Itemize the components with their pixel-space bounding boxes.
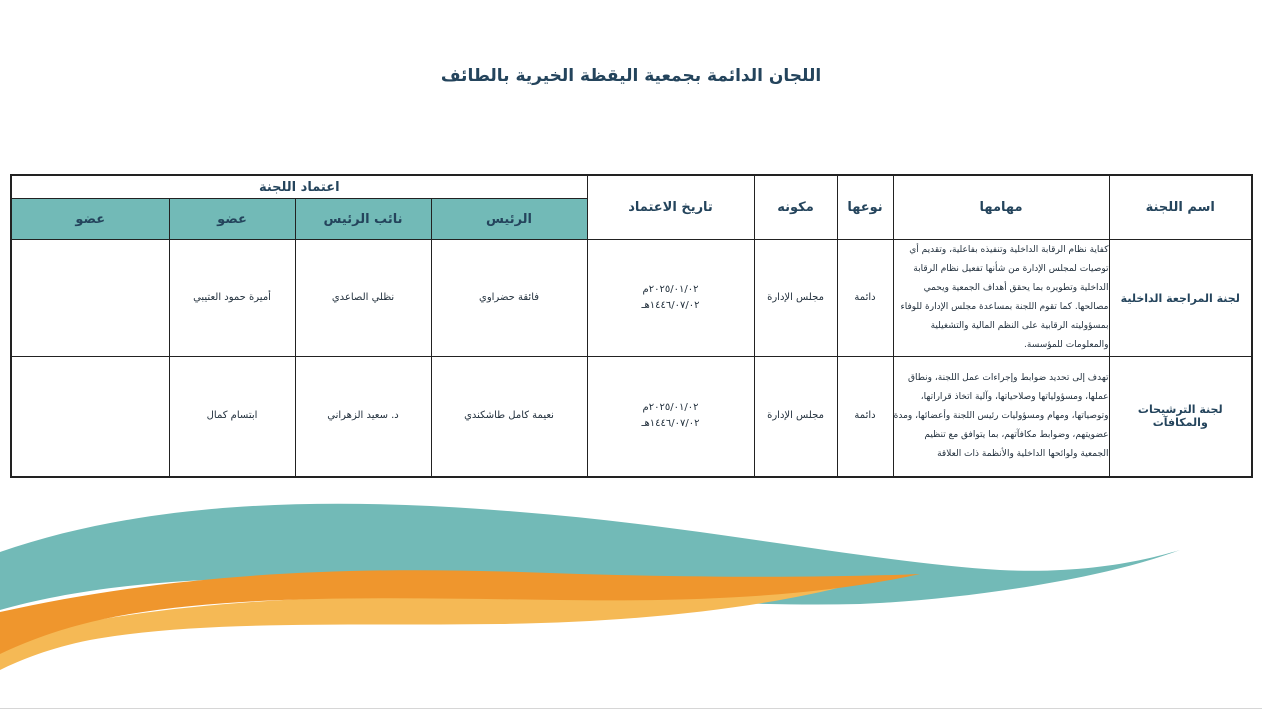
header-vice-chair: نائب الرئيس bbox=[295, 199, 431, 240]
table-row bbox=[11, 240, 1252, 357]
committee-tasks: تهدف إلى تحديد ضوابط وإجراءات عمل اللجنة، ونطاق عملها، ومسؤولياتها وصلاحياتها، وآلية اتخاذ قراراتها، وتوصياتها، ومهام ومسؤوليات رئيس اللجنة وأعضائها، ومدة عضويتهم، وضوابط مكافآتهم، بما يتوافق مع تنظيم الجمعية ولوائحها الداخلية والأنظمة ذات العلاقة bbox=[893, 357, 1109, 477]
committee-formed-by: مجلس الإدارة bbox=[754, 357, 837, 477]
committee-name: لجنة الترشيحات والمكافآت bbox=[1109, 357, 1252, 477]
date-gregorian: ٢٠٢٥/٠١/٠٢م bbox=[642, 284, 699, 295]
committee-formed-by: مجلس الإدارة bbox=[754, 240, 837, 357]
header-formed-by: مكونه bbox=[754, 175, 837, 240]
committees-table bbox=[10, 174, 1253, 478]
date-hijri: ١٤٤٦/٠٧/٠٢هـ bbox=[641, 418, 700, 430]
member-name: ابتسام كمال bbox=[169, 357, 295, 477]
chair-name: فائقة حضراوي bbox=[431, 240, 587, 357]
decorative-waves bbox=[0, 490, 1262, 712]
page-title: اللجان الدائمة بجمعية اليقظة الخيرية بالطائف bbox=[440, 66, 822, 86]
header-name: اسم اللجنة bbox=[1109, 175, 1252, 240]
date-gregorian: ٢٠٢٥/٠١/٠٢م bbox=[642, 402, 699, 414]
header-row-1 bbox=[11, 175, 1252, 199]
header-tasks: مهامها bbox=[893, 175, 1109, 240]
vice-chair-name: د. سعيد الزهراني bbox=[295, 357, 431, 477]
table-row bbox=[11, 357, 1252, 477]
vice-chair-name: نظلي الصاعدي bbox=[295, 240, 431, 357]
header-approval-group: اعتماد اللجنة bbox=[11, 175, 587, 199]
header-approval-date: تاريخ الاعتماد bbox=[587, 175, 754, 240]
committee-type: دائمة bbox=[837, 357, 893, 477]
header-member: عضو bbox=[169, 199, 295, 240]
approval-date bbox=[587, 357, 754, 477]
header-chair: الرئيس bbox=[431, 199, 587, 240]
committee-type: دائمة bbox=[837, 240, 893, 357]
approval-date bbox=[587, 240, 754, 357]
committee-name: لجنة المراجعة الداخلية bbox=[1109, 240, 1252, 357]
header-type: نوعها bbox=[837, 175, 893, 240]
chair-name: نعيمة كامل طاشكندي bbox=[431, 357, 587, 477]
date-hijri: ١٤٤٦/٠٧/٠٢هـ bbox=[641, 300, 700, 311]
member-name: أميرة حمود العتيبي bbox=[169, 240, 295, 357]
header-member: عضو bbox=[11, 199, 169, 240]
member-name bbox=[11, 357, 169, 477]
member-name bbox=[11, 240, 169, 357]
committee-tasks: كفاية نظام الرقابة الداخلية وتنفيذه بفاعلية، وتقديم أي توصيات لمجلس الإدارة من شأنها تفعيل نظام الرقابة الداخلية وتطويره بما يحقق أهداف الجمعية ويحمي مصالحها. كما تقوم اللجنة بمساعدة مجلس الإدارة للوفاء بمسؤوليته الرقابية على النظم المالية والتشغيلية والمعلومات للمؤسسة. bbox=[893, 240, 1109, 357]
footer-divider bbox=[0, 708, 1262, 709]
